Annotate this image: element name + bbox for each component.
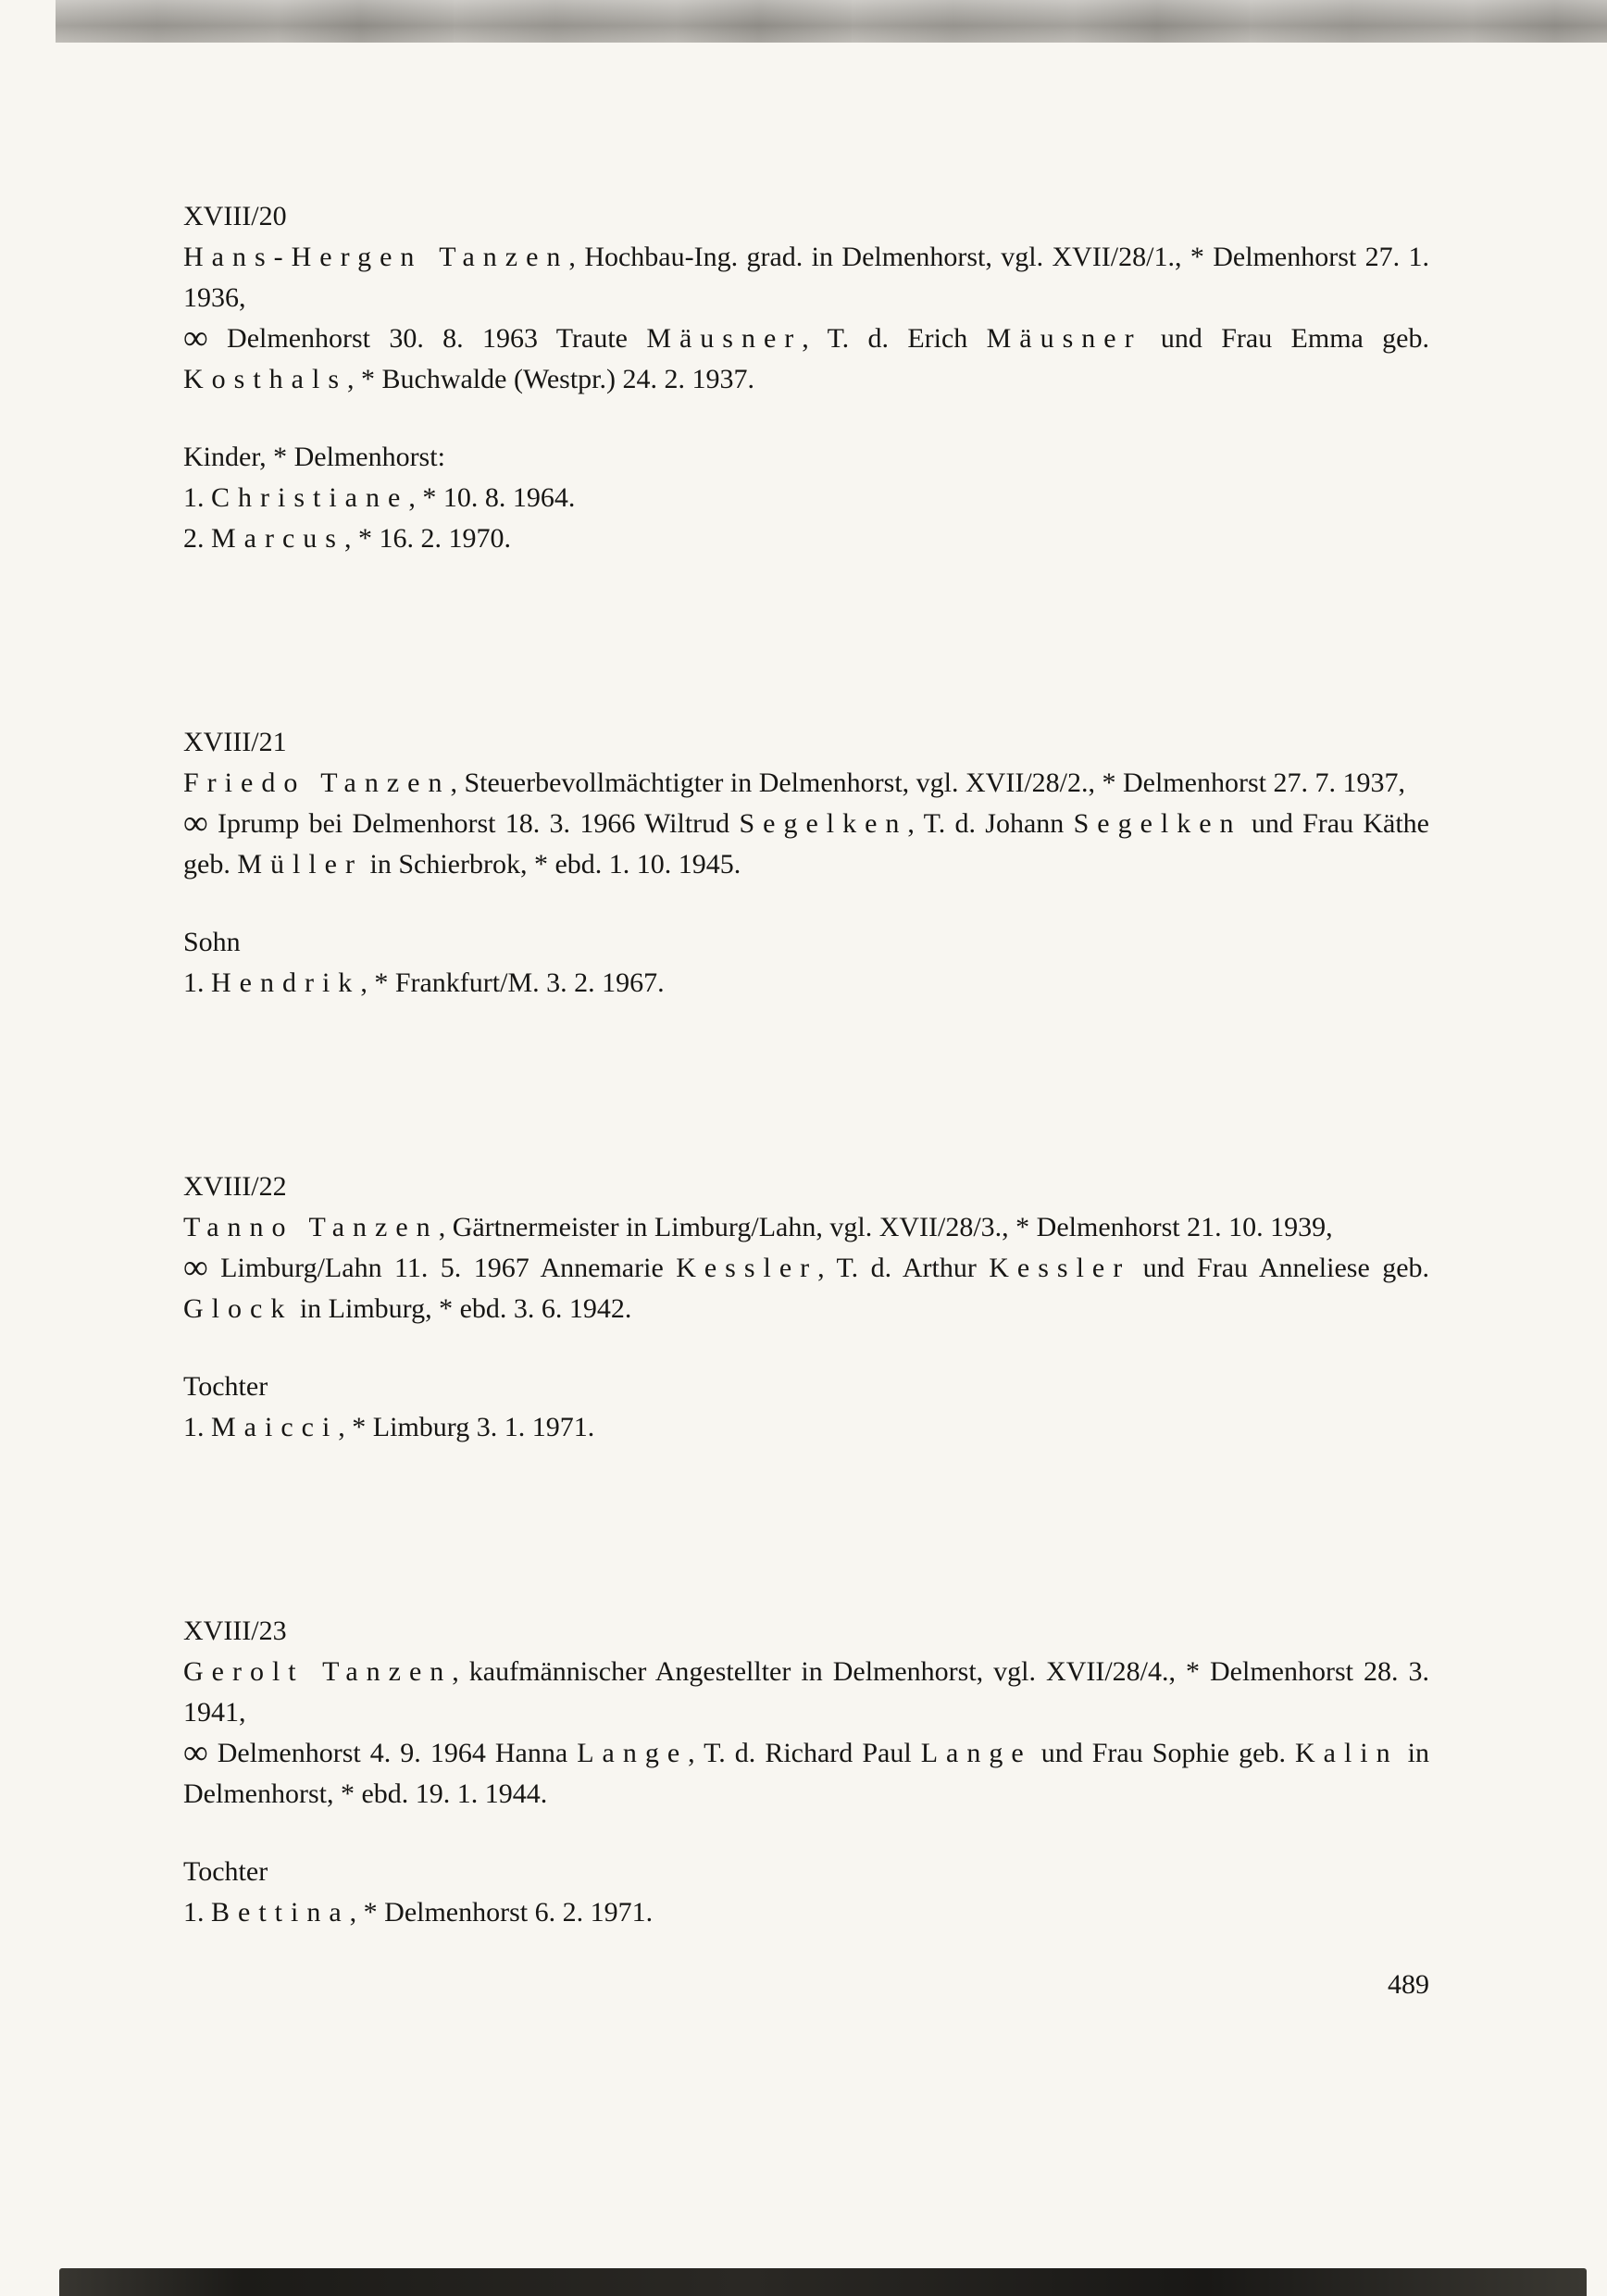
father-name: Segelken xyxy=(1073,808,1242,839)
spouse-name: Segelken xyxy=(739,808,908,839)
child-number: 1. xyxy=(183,1412,211,1442)
text-run: in Limburg, * ebd. 3. 6. 1942. xyxy=(293,1293,632,1324)
text-run: und Frau Käthe geb. xyxy=(183,808,1429,880)
text-run: Delmenhorst 30. 8. 1963 Traute xyxy=(207,323,647,354)
text-run: , Hochbau-Ing. grad. in Delmenhorst, vgl. XVII/28/1., * Delmenhorst 27. 1. 1936, xyxy=(183,242,1429,313)
text-run: , Gärtnermeister in Limburg/Lahn, vgl. XVII/28/3., * Delmenhorst 21. 10. 1939, xyxy=(438,1212,1333,1242)
child-line xyxy=(183,1407,1429,1448)
scan-artifact-bottom xyxy=(59,2268,1587,2296)
text-run: , * Frankfurt/M. 3. 2. 1967. xyxy=(360,967,665,998)
marriage-symbol-icon: ∞ xyxy=(183,1249,208,1287)
child-name: Christiane xyxy=(211,482,409,513)
child-number: 1. xyxy=(183,1897,211,1928)
text-run: Delmenhorst 4. 9. 1964 Hanna xyxy=(207,1738,578,1768)
entry-marriage-paragraph xyxy=(183,804,1429,885)
entry-marriage-paragraph xyxy=(183,1248,1429,1329)
spouse-name: Kessler xyxy=(676,1253,818,1283)
text-run: und Frau Anneliese geb. xyxy=(1130,1253,1430,1283)
children-label: Tochter xyxy=(183,1856,268,1887)
child-line xyxy=(183,478,1429,518)
entry-id: XVIII/21 xyxy=(183,727,287,757)
child-line xyxy=(183,518,1429,559)
text-run: Limburg/Lahn 11. 5. 1967 Annemarie xyxy=(207,1253,677,1283)
person-name: Friedo Tanzen xyxy=(183,767,451,798)
scan-artifact-top xyxy=(56,0,1607,43)
text-run: , * Buchwalde (Westpr.) 24. 2. 1937. xyxy=(347,364,755,394)
children-label: Tochter xyxy=(183,1371,268,1402)
text-run: in Schierbrok, * ebd. 1. 10. 1945. xyxy=(362,849,741,880)
genealogy-entry xyxy=(183,1611,1429,1933)
father-name: Lange xyxy=(920,1738,1032,1768)
text-run: Iprump bei Delmenhorst 18. 3. 1966 Wiltrud xyxy=(207,808,740,839)
text-run: , * 16. 2. 1970. xyxy=(343,523,511,554)
mother-maiden-name: Kalin xyxy=(1294,1738,1399,1768)
mother-maiden-name: Glock xyxy=(183,1293,293,1324)
text-run: und Frau Sophie geb. xyxy=(1031,1738,1295,1768)
child-name: Marcus xyxy=(211,523,344,554)
text-run: , T. d. Johann xyxy=(907,808,1074,839)
text-run: , * Delmenhorst 6. 2. 1971. xyxy=(349,1897,654,1928)
child-name: Maicci xyxy=(211,1412,339,1442)
entry-id: XVIII/23 xyxy=(183,1616,287,1646)
genealogy-entry xyxy=(183,722,1429,1004)
page-content xyxy=(183,196,1429,2005)
child-name: Hendrik xyxy=(211,967,361,998)
children-label: Kinder, * Delmenhorst: xyxy=(183,442,445,472)
marriage-symbol-icon: ∞ xyxy=(183,1734,208,1772)
text-run: in Delmenhorst, * ebd. 19. 1. 1944. xyxy=(183,1738,1430,1809)
entry-id: XVIII/20 xyxy=(183,201,287,231)
child-number: 1. xyxy=(183,482,211,513)
genealogy-entry xyxy=(183,196,1429,559)
text-run: , * 10. 8. 1964. xyxy=(408,482,576,513)
entry-marriage-paragraph xyxy=(183,318,1429,400)
person-name: Gerolt Tanzen xyxy=(183,1656,453,1687)
person-name: Hans-Hergen Tanzen xyxy=(183,242,569,272)
text-run: , T. d. Erich xyxy=(802,323,987,354)
spouse-name: Mäusner xyxy=(646,323,803,354)
father-name: Kessler xyxy=(989,1253,1131,1283)
entry-intro-paragraph xyxy=(183,237,1429,318)
text-run: und Frau Emma geb. xyxy=(1141,323,1429,354)
page-number: 489 xyxy=(1388,1969,1429,2000)
marriage-symbol-icon: ∞ xyxy=(183,805,208,842)
text-run: , T. d. Richard Paul xyxy=(688,1738,921,1768)
text-run: , Steuerbevollmächtigter in Delmenhorst, vgl. XVII/28/2., * Delmenhorst 27. 7. 1937, xyxy=(450,767,1405,798)
father-name: Mäusner xyxy=(986,323,1142,354)
entry-intro-paragraph xyxy=(183,1207,1429,1248)
person-name: Tanno Tanzen xyxy=(183,1212,439,1242)
text-run: , kaufmännischer Angestellter in Delmenhorst, vgl. XVII/28/4., * Delmenhorst 28. 3. 1941, xyxy=(183,1656,1429,1728)
child-name: Bettina xyxy=(211,1897,350,1928)
entry-intro-paragraph xyxy=(183,1652,1429,1733)
mother-maiden-name: Müller xyxy=(237,849,363,880)
spouse-name: Lange xyxy=(577,1738,689,1768)
entry-id: XVIII/22 xyxy=(183,1171,287,1202)
marriage-symbol-icon: ∞ xyxy=(183,319,208,357)
child-line xyxy=(183,963,1429,1004)
genealogy-entry xyxy=(183,1167,1429,1448)
child-line xyxy=(183,1892,1429,1933)
mother-maiden-name: Kosthals xyxy=(183,364,347,394)
text-run: , T. d. Arthur xyxy=(817,1253,990,1283)
child-number: 1. xyxy=(183,967,211,998)
child-number: 2. xyxy=(183,523,211,554)
children-label: Sohn xyxy=(183,927,241,957)
entry-intro-paragraph xyxy=(183,763,1429,804)
entry-marriage-paragraph xyxy=(183,1733,1429,1815)
text-run: , * Limburg 3. 1. 1971. xyxy=(338,1412,595,1442)
